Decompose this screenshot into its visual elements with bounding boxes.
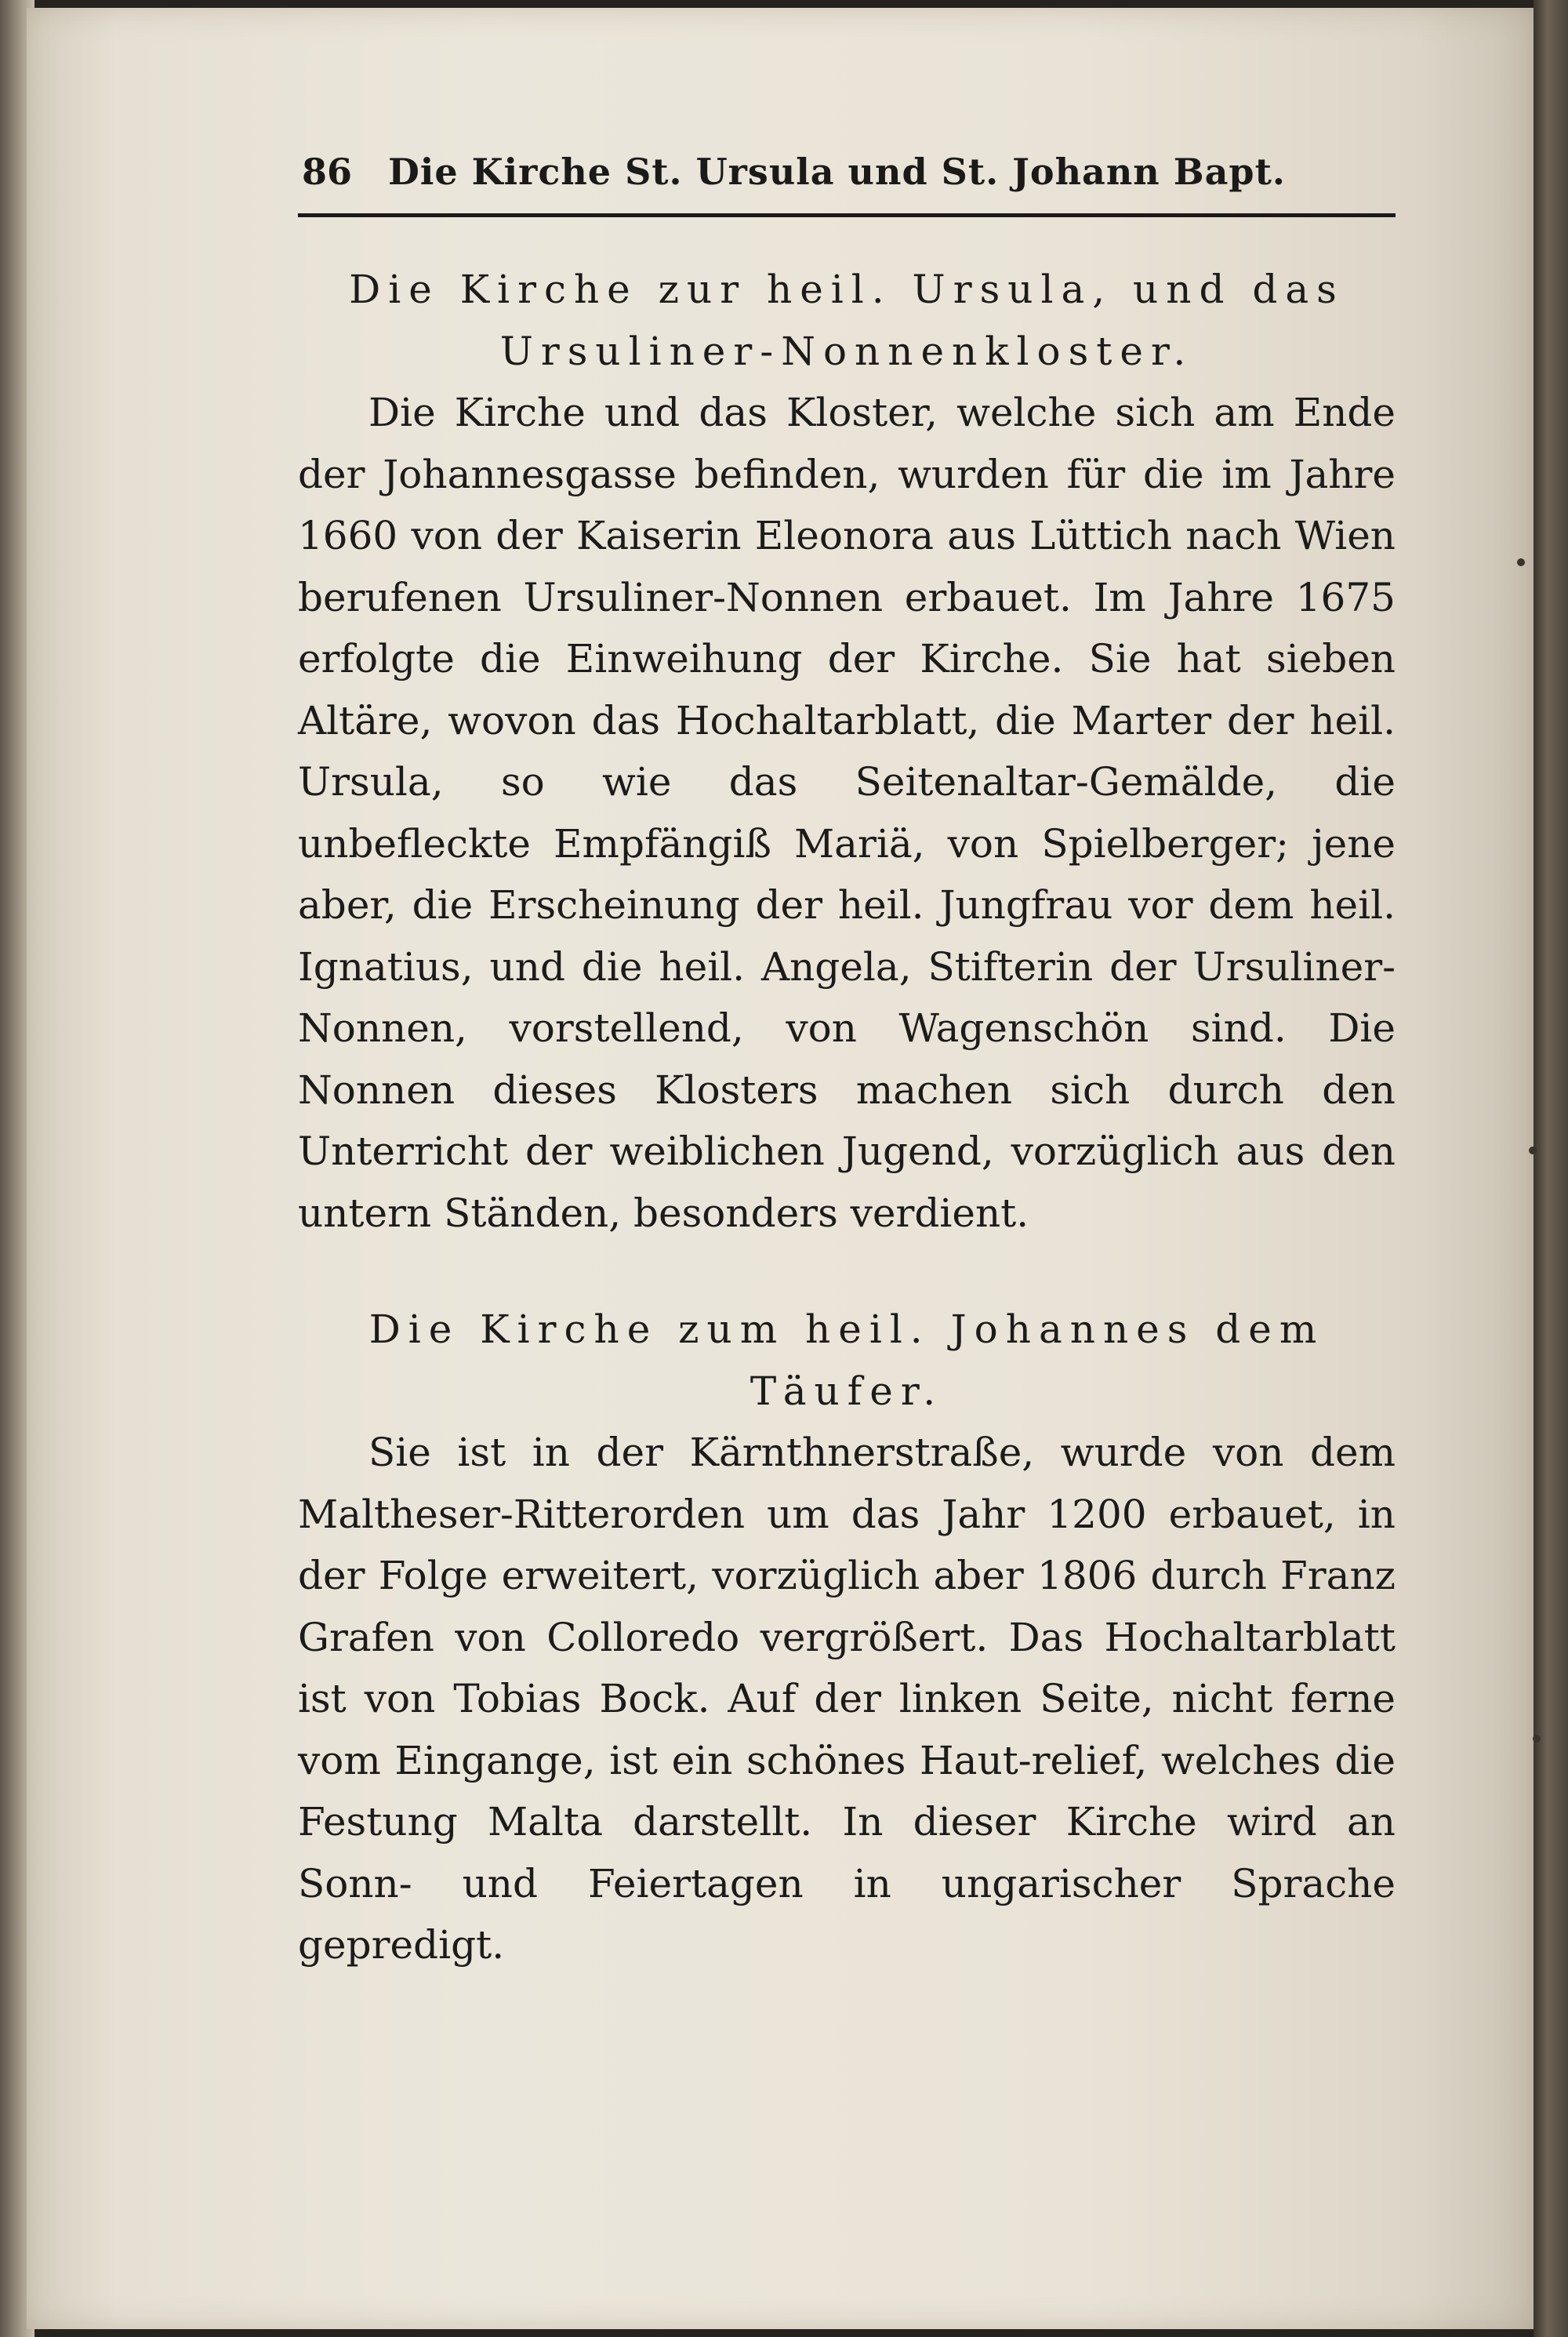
running-title: Die Kirche St. Ursula und St. Johann Bapt. <box>388 151 1286 193</box>
page-body <box>298 259 1396 1976</box>
margin-mark <box>1533 1735 1541 1743</box>
margin-mark <box>1517 558 1525 566</box>
page-number: 86 <box>302 151 353 193</box>
header-rule <box>298 213 1396 217</box>
running-header <box>302 151 1396 193</box>
margin-mark <box>1529 1147 1537 1154</box>
paragraph-johannes: Sie ist in der Kärnthnerstraße, wurde von dem Maltheser-Ritterorden um das Jahr 1200 erbauet, in der Folge erweitert, vorzüglich aber 1806 durch Franz Grafen von Colloredo vergrößert. Das Hochaltarblatt ist von Tobias Bock. Auf der linken Seite, nicht ferne vom Eingange, ist ein schönes Haut-relief, welches die Festung Malta darstellt. In dieser Kirche wird an Sonn- und Feiertagen in ungarischer Sprache gepredigt. <box>298 1430 1396 1968</box>
section-title-ursula: Die Kirche zur heil. Ursula, und das Ursuliner-Nonnenkloster. <box>349 267 1345 374</box>
section-title-johannes: Die Kirche zum heil. Johannes dem Täufer. <box>368 1307 1325 1414</box>
paragraph-ursula: Die Kirche und das Kloster, welche sich am Ende der Johannesgasse befinden, wurden für die im Jahre 1660 von der Kaiserin Eleonora aus Lüttich nach Wien berufenen Ursuliner-Nonnen erbauet. Im Jahre 1675 erfolgte die Einweihung der Kirche. Sie hat sieben Altäre, wovon das Hochaltarblatt, die Marter der heil. Ursula, so wie das Seitenaltar-Gemälde, die unbefleckte Empfängiß Mariä, von Spielberger; jene aber, die Erscheinung der heil. Jungfrau vor dem heil. Ignatius, und die heil. Angela, Stifterin der Ursuliner-Nonnen, vorstellend, von Wagenschön sind. Die Nonnen dieses Klosters machen sich durch den Unterricht der weiblichen Jugend, vorzüglich aus den untern Ständen, besonders verdient. <box>298 390 1396 1236</box>
book-edge-right <box>1534 0 1568 2337</box>
